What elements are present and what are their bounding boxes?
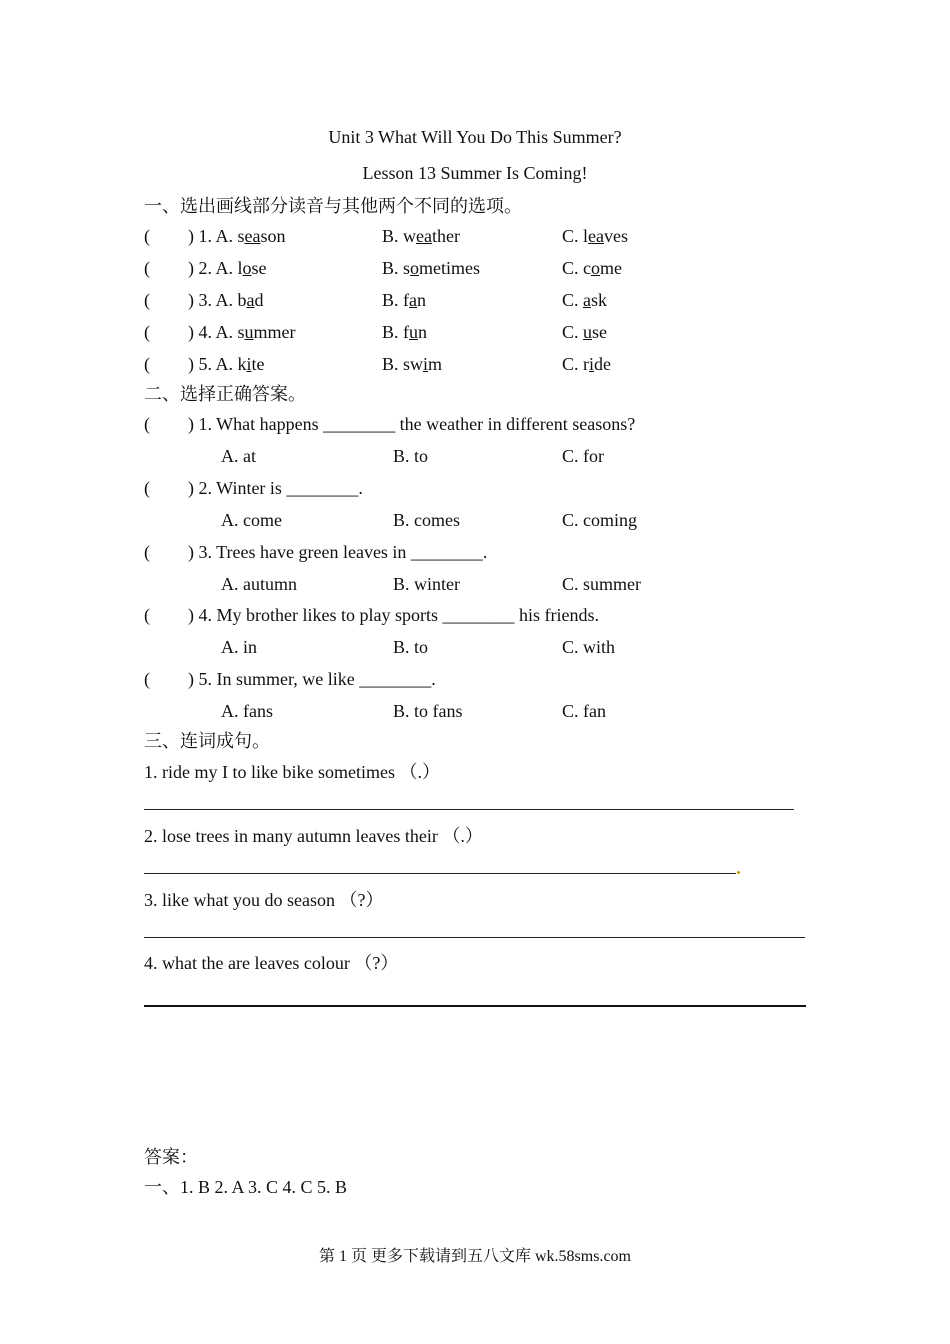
option-a: A. at — [221, 446, 256, 466]
answer-line-4[interactable] — [144, 1005, 806, 1007]
lesson-subtitle: Lesson 13 Summer Is Coming! — [362, 163, 588, 183]
option-a: ) 3. A. bad — [188, 290, 264, 310]
option-a: A. in — [221, 637, 257, 657]
question-text: ) 4. My brother likes to play sports ________ his friends. — [188, 605, 599, 625]
option-b: B. swim — [382, 354, 443, 374]
answer-line-1[interactable] — [144, 809, 794, 810]
option-a: ) 4. A. summer — [188, 322, 296, 342]
option-c: C. coming — [562, 510, 637, 530]
section1-heading: 一、选出画线部分读音与其他两个不同的选项。 — [144, 196, 522, 216]
answer-bracket[interactable]: ( — [144, 322, 150, 342]
stray-mark — [737, 871, 740, 874]
question-text: ) 1. What happens ________ the weather in different seasons? — [188, 414, 636, 434]
option-b: B. to — [393, 446, 429, 466]
option-b: B. sometimes — [382, 258, 481, 278]
option-b: B. to fans — [393, 701, 463, 721]
answer-bracket[interactable]: ( — [144, 478, 150, 498]
page-title: Unit 3 What Will You Do This Summer? — [328, 127, 622, 147]
scrambled-sentence-2: 2. lose trees in many autumn leaves their （.） — [144, 826, 483, 846]
scrambled-sentence-1: 1. ride my I to like bike sometimes （.） — [144, 762, 440, 782]
option-c: C. use — [562, 322, 608, 342]
answer-line-3[interactable] — [144, 937, 805, 938]
option-a: A. come — [221, 510, 282, 530]
question-text: ) 5. In summer, we like ________. — [188, 669, 436, 689]
option-a: A. autumn — [221, 574, 297, 594]
section3-heading: 三、连词成句。 — [144, 731, 270, 751]
answer-line-2[interactable] — [144, 873, 736, 874]
option-a: ) 1. A. season — [188, 226, 286, 246]
answer-bracket[interactable]: ( — [144, 258, 150, 278]
answers-line-1: 一、1. B 2. A 3. C 4. C 5. B — [144, 1177, 348, 1197]
option-c: C. for — [562, 446, 604, 466]
option-b: B. to — [393, 637, 429, 657]
answer-bracket[interactable]: ( — [144, 605, 150, 625]
option-a: ) 5. A. kite — [188, 354, 265, 374]
answer-bracket[interactable]: ( — [144, 669, 150, 689]
section2-heading: 二、选择正确答案。 — [144, 384, 306, 404]
option-b: B. fan — [382, 290, 426, 310]
option-b: B. fun — [382, 322, 427, 342]
scrambled-sentence-3: 3. like what you do season （?） — [144, 890, 384, 910]
answers-heading: 答案： — [144, 1147, 198, 1167]
option-b: B. winter — [393, 574, 460, 594]
option-c: C. leaves — [562, 226, 628, 246]
option-a: A. fans — [221, 701, 273, 721]
option-c: C. come — [562, 258, 622, 278]
option-a: ) 2. A. lose — [188, 258, 267, 278]
option-c: C. fan — [562, 701, 606, 721]
answer-bracket[interactable]: ( — [144, 354, 150, 374]
answer-bracket[interactable]: ( — [144, 226, 150, 246]
option-c: C. with — [562, 637, 616, 657]
answer-bracket[interactable]: ( — [144, 414, 150, 434]
option-c: C. ask — [562, 290, 608, 310]
question-text: ) 3. Trees have green leaves in ________. — [188, 542, 488, 562]
answer-bracket[interactable]: ( — [144, 290, 150, 310]
question-text: ) 2. Winter is ________. — [188, 478, 363, 498]
answer-bracket[interactable]: ( — [144, 542, 150, 562]
option-b: B. comes — [393, 510, 460, 530]
option-c: C. summer — [562, 574, 641, 594]
page-footer: 第 1 页 更多下载请到五八文库 wk.58sms.com — [318, 1248, 631, 1265]
scrambled-sentence-4: 4. what the are leaves colour （?） — [144, 953, 399, 973]
option-b: B. weather — [382, 226, 460, 246]
option-c: C. ride — [562, 354, 612, 374]
